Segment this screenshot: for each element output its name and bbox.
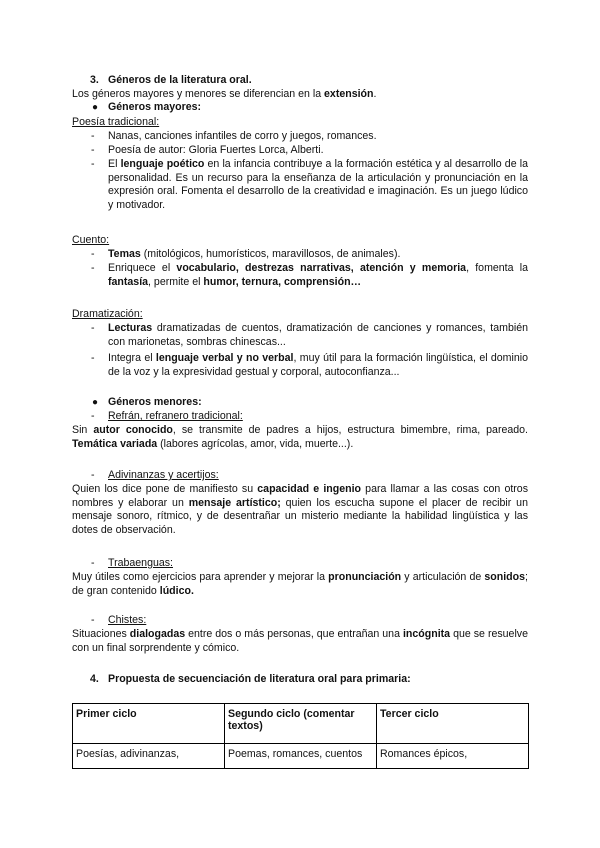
dramatizacion-item-1-bold: Lecturas <box>108 322 153 334</box>
section-3-title: Géneros de la literatura oral. <box>108 74 252 86</box>
adivinanzas-text <box>72 483 528 537</box>
generos-menores-title: Géneros menores: <box>108 396 202 408</box>
adiv-post: quien los escucha supone el placer de recibir un mensaje sonoro, rítmico, y de desentrañar un misterio mediante la habilidad lingüística y las dotes de observación. <box>72 496 528 536</box>
table-cell: Poemas, romances, cuentos <box>225 744 377 769</box>
dash-icon: - <box>91 614 95 626</box>
dash-icon: - <box>91 410 95 422</box>
table-cell: Romances épicos, <box>377 744 529 769</box>
section-3-intro <box>72 88 376 102</box>
cuento-item-2-bold-3: humor, ternura, comprensión… <box>203 275 362 288</box>
table-row <box>73 744 529 769</box>
traba-bold-3: lúdico. <box>159 584 194 597</box>
section-4-number: 4. <box>90 673 99 685</box>
intro-bold: extensión <box>324 88 374 100</box>
dramatizacion-item-2-bold: lenguaje verbal y no verbal <box>155 352 294 364</box>
chistes-bold-2: incógnita <box>402 628 451 640</box>
cuento-item-2-pre: Enriquece el <box>108 262 177 274</box>
dash-icon: - <box>91 130 95 142</box>
cuento-item-1 <box>108 248 528 262</box>
chistes-post: que se resuelve con un final sorprendente y cómico. <box>72 628 528 654</box>
refran-post-1: , se transmite de padres a hijos, estructura bimembre, rima, pareado. <box>172 424 528 436</box>
chistes-pre: Situaciones <box>72 628 130 640</box>
dramatizacion-item-2-pre: Integra el <box>108 352 156 364</box>
cuento-item-1-bold: Temas <box>108 248 141 260</box>
poesia-heading: Poesía tradicional: <box>72 116 160 128</box>
cuento-item-1-post: (mitológicos, humorísticos, maravillosos, de animales). <box>140 248 401 260</box>
traba-mid-2: ; de gran contenido <box>72 571 528 597</box>
traba-bold-1: pronunciación <box>328 571 402 583</box>
refran-pre: Sin <box>72 424 94 436</box>
cuento-item-2-mid: , fomenta la <box>466 262 528 274</box>
dramatizacion-item-2-post: , muy útil para la formación lingüística, el dominio de la voz y la expresividad gestual y corporal, autoconfianza... <box>108 352 529 378</box>
poesia-item-3-post: en la infancia contribuye a la formación estética y al desarrollo de la personalidad. Es un recurso para la enseñanza de la articulación y pronunciación en la expresión oral. Fomenta el desarrollo de la creatividad e imaginación. Es un juego lúdico y motivador. <box>108 158 528 211</box>
poesia-item-3-bold: lenguaje poético <box>120 158 205 170</box>
traba-bold-2: sonidos <box>484 571 526 583</box>
section-4-title: Propuesta de secuenciación de literatura oral para primaria: <box>108 673 411 685</box>
generos-mayores-title: Géneros mayores: <box>108 101 202 113</box>
chistes-heading: Chistes: <box>108 614 147 626</box>
dash-icon: - <box>91 144 95 156</box>
traba-pre: Muy útiles como ejercicios para aprender y mejorar la <box>72 571 329 583</box>
cuento-item-2-bold-2: fantasía <box>108 275 149 288</box>
adiv-pre: Quien los dice pone de manifiesto su <box>72 483 258 495</box>
adiv-mid: para llamar a las cosas con otros nombres y elaborar un <box>72 483 528 509</box>
dramatizacion-item-1 <box>108 322 528 349</box>
dramatizacion-heading: Dramatización: <box>72 308 143 320</box>
dash-icon: - <box>91 352 95 364</box>
adiv-bold-2: mensaje artístico; <box>188 496 281 509</box>
chistes-mid: entre dos o más personas, que entrañan una <box>185 628 403 640</box>
dash-icon: - <box>91 469 95 481</box>
chistes-text <box>72 628 528 655</box>
refran-bold-2: Temática variada <box>72 437 158 450</box>
refran-heading: Refrán, refranero tradicional: <box>108 410 243 422</box>
table-header-cell: Primer ciclo <box>73 704 225 744</box>
dramatizacion-item-2 <box>108 352 528 379</box>
table-header-row <box>73 704 529 744</box>
adiv-bold-1: capacidad e ingenio <box>257 483 361 495</box>
table-header-cell: Segundo ciclo (comentar textos) <box>225 704 377 744</box>
trabalenguas-text <box>72 571 528 598</box>
refran-post-2: (labores agrícolas, amor, vida, muerte...). <box>157 437 354 450</box>
cuento-item-2 <box>108 262 528 289</box>
trabalenguas-heading: Trabaenguas: <box>108 557 173 569</box>
dramatizacion-item-1-post: dramatizadas de cuentos, dramatización de canciones y romances, también con marionetas, sombras chinescas... <box>108 322 528 348</box>
adivinanzas-heading: Adivinanzas y acertijos: <box>108 469 219 481</box>
intro-text: Los géneros mayores y menores se diferencian en la <box>72 88 325 100</box>
bullet-icon: ● <box>92 397 99 408</box>
refran-bold-1: autor conocido <box>93 424 173 436</box>
secuenciacion-table <box>72 703 529 769</box>
dash-icon: - <box>91 557 95 569</box>
dash-icon: - <box>91 322 95 334</box>
cuento-item-2-mid-2: , permite el <box>148 275 204 288</box>
dash-icon: - <box>91 158 95 170</box>
dash-icon: - <box>91 262 95 274</box>
chistes-bold-1: dialogadas <box>129 628 186 640</box>
poesia-item-1: Nanas, canciones infantiles de corro y juegos, romances. <box>108 130 377 142</box>
poesia-item-2: Poesía de autor: Gloria Fuertes Lorca, Alberti. <box>108 144 324 156</box>
traba-mid: y articulación de <box>401 571 485 583</box>
table-cell: Poesías, adivinanzas, <box>73 744 225 769</box>
bullet-icon: ● <box>92 102 99 113</box>
refran-text <box>72 424 528 451</box>
cuento-heading: Cuento: <box>72 234 110 246</box>
section-3-number: 3. <box>90 74 99 86</box>
cuento-item-2-bold-1: vocabulario, destrezas narrativas, atención y memoria <box>176 262 467 274</box>
poesia-item-3 <box>108 158 528 212</box>
table-header-cell: Tercer ciclo <box>377 704 529 744</box>
intro-end: . <box>373 88 377 100</box>
poesia-item-3-pre: El <box>108 158 121 170</box>
dash-icon: - <box>91 248 95 260</box>
